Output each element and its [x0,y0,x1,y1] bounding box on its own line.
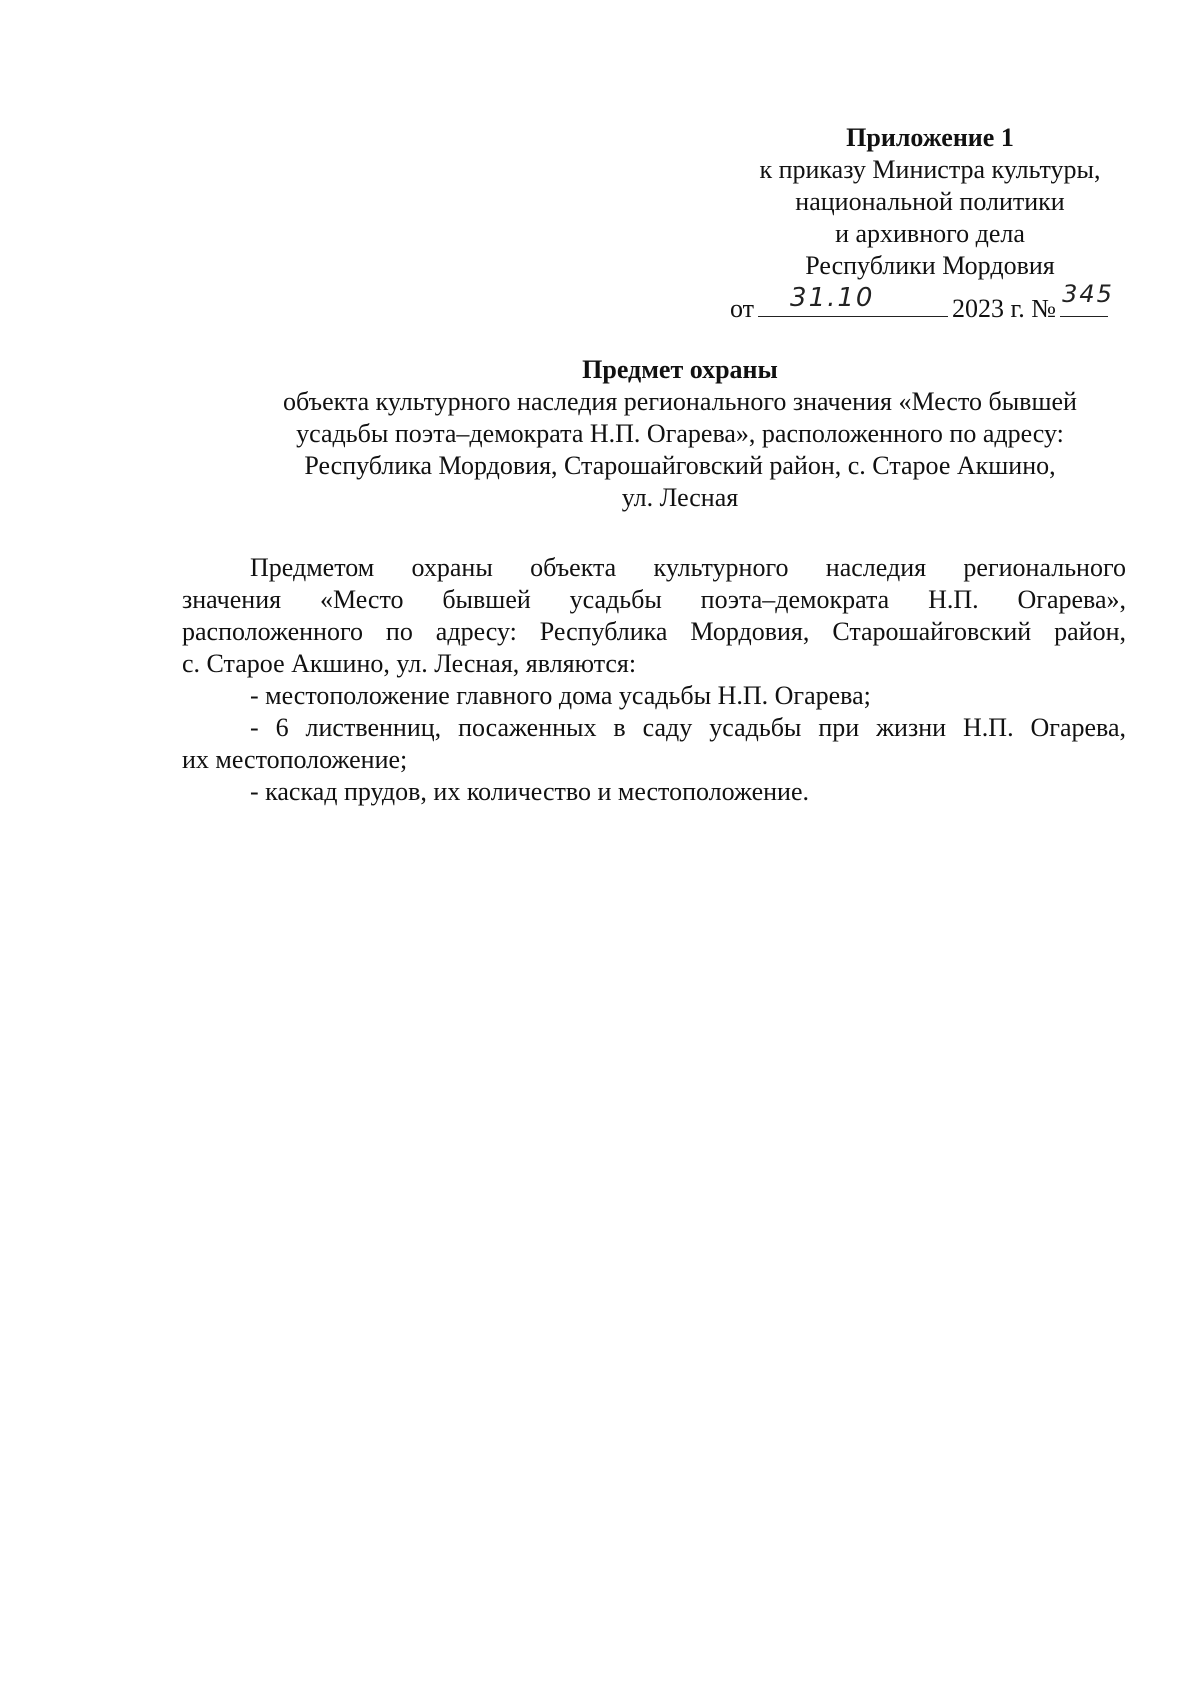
subject-line: усадьбы поэта–демократа Н.П. Огарева», расположенного по адресу: [296,419,1064,448]
subject-line: объекта культурного наследия регионального значения «Место бывшей [283,387,1077,416]
paragraph-line: с. Старое Акшино, ул. Лесная, являются: [182,649,637,678]
subject-line: ул. Лесная [621,483,739,512]
appendix-line: и архивного дела [835,219,1025,248]
list-item: - 6 лиственниц, посаженных в саду усадьбы при жизни Н.П. Огарева, [250,713,1126,742]
date-prefix: от [730,294,755,323]
handwritten-date: 31.10 [790,283,875,313]
paragraph-line: расположенного по адресу: Республика Мордовия, Старошайговский район, [182,617,1126,646]
handwritten-number: 345 [1062,280,1114,308]
subject-line: Республика Мордовия, Старошайговский район, с. Старое Акшино, [304,451,1056,480]
subject-block [220,354,1140,514]
appendix-title: Приложение 1 [846,123,1014,152]
subject-heading: Предмет охраны [582,355,778,384]
appendix-line: к приказу Министра культуры, [759,155,1101,184]
list-item-continuation: их местоположение; [182,745,408,774]
appendix-line: национальной политики [795,187,1065,216]
order-date-line [730,280,1170,325]
list-item: - местоположение главного дома усадьбы Н.П. Огарева; [250,681,871,710]
number-blank [1060,280,1114,317]
appendix-header [700,122,1160,282]
date-blank [758,283,948,317]
year-number-label: 2023 г. № [952,294,1057,323]
appendix-line: Республики Мордовия [805,251,1055,280]
list-item: - каскад прудов, их количество и местоположение. [250,777,809,806]
paragraph-line: значения «Место бывшей усадьбы поэта–демократа Н.П. Огарева», [182,585,1126,614]
paragraph-line: Предметом охраны объекта культурного наследия регионального [250,553,1126,582]
body-text [182,552,1126,808]
